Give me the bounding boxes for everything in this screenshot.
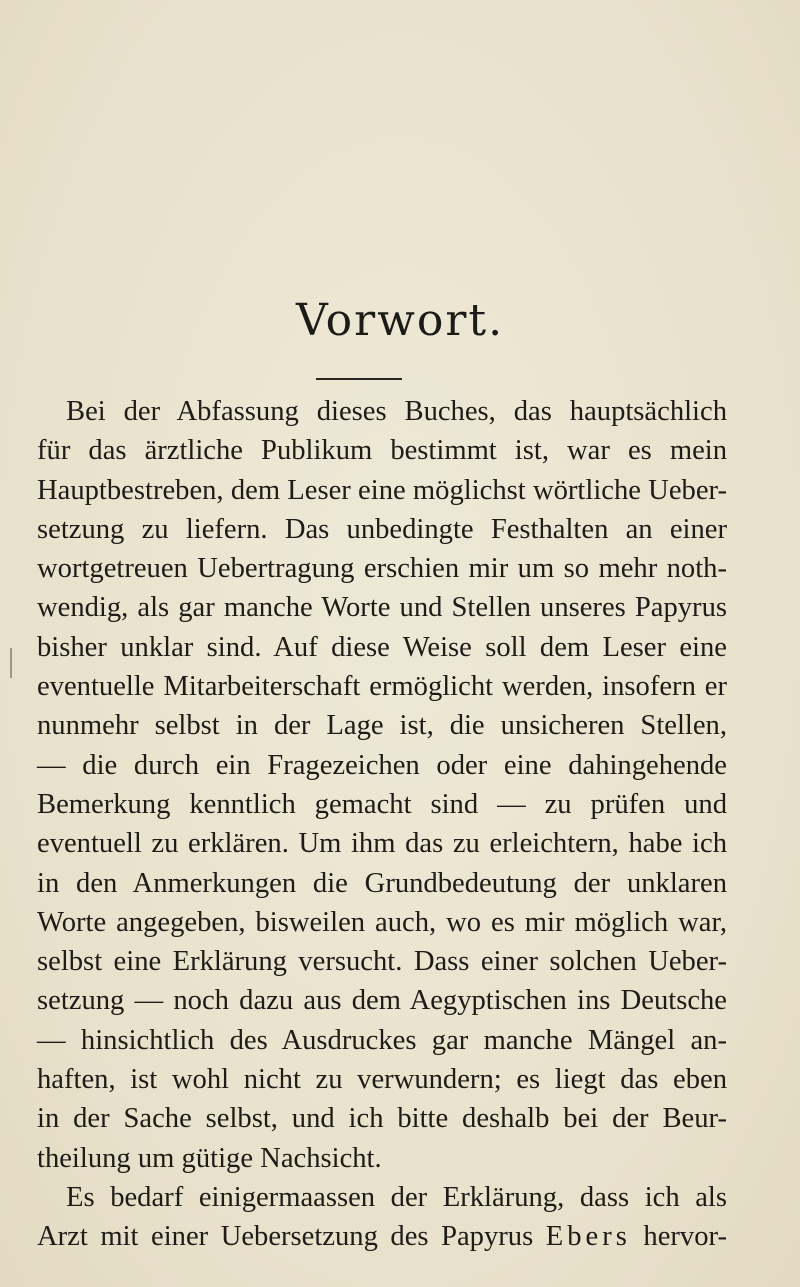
margin-mark xyxy=(10,648,15,678)
text-line: Bei der Abfassung dieses Buches, das hauptsächlich xyxy=(66,396,727,427)
title-rule xyxy=(316,378,402,380)
text-line: setzung zu liefern. Das unbedingte Festhalten an einer xyxy=(37,513,727,545)
text-line: wortgetreuen Uebertragung erschien mir um so mehr noth- xyxy=(37,553,727,585)
text-line: — die durch ein Fragezeichen oder eine dahingehende xyxy=(37,749,727,781)
text-line: selbst eine Erklärung versucht. Dass einer solchen Ueber- xyxy=(37,946,727,978)
text-line: nunmehr selbst in der Lage ist, die unsicheren Stellen, xyxy=(37,710,727,742)
text-line: bisher unklar sind. Auf diese Weise soll dem Leser eine xyxy=(37,631,727,663)
text-line: eventuell zu erklären. Um ihm das zu erleichtern, habe ich xyxy=(37,828,727,860)
text-line: Hauptbestreben, dem Leser eine möglichst wörtliche Ueber- xyxy=(37,474,727,506)
text-line: in den Anmerkungen die Grundbedeutung der unklaren xyxy=(37,867,727,899)
text-line: haften, ist wohl nicht zu verwundern; es liegt das eben xyxy=(37,1064,727,1096)
author-name: Ebers xyxy=(545,1221,631,1253)
text-line: theilung um gütige Nachsicht. xyxy=(37,1142,382,1174)
text-line-final xyxy=(37,1217,727,1256)
text-line: — hinsichtlich des Ausdruckes gar manche Mängel an- xyxy=(37,1024,727,1056)
final-line-start: Arzt mit einer Uebersetzung des Papyrus xyxy=(37,1221,534,1253)
text-line: Worte angegeben, bisweilen auch, wo es mir möglich war, xyxy=(37,906,727,938)
text-line: wendig, als gar manche Worte und Stellen unseres Papyrus xyxy=(37,592,727,624)
text-line: Es bedarf einigermaassen der Erklärung, dass ich als xyxy=(66,1181,727,1213)
text-line: in der Sache selbst, und ich bitte deshalb bei der Beur- xyxy=(37,1103,727,1135)
body-text xyxy=(37,392,727,1257)
text-line: für das ärztliche Publikum bestimmt ist, war es mein xyxy=(37,435,727,467)
text-line: Bemerkung kenntlich gemacht sind — zu prüfen und xyxy=(37,788,727,820)
page-title: Vorwort. xyxy=(295,295,505,346)
text-line: setzung — noch dazu aus dem Aegyptischen ins Deutsche xyxy=(37,985,727,1017)
text-line: eventuelle Mitarbeiterschaft ermöglicht werden, insofern er xyxy=(37,671,727,703)
final-line-end: hervor- xyxy=(643,1221,727,1253)
